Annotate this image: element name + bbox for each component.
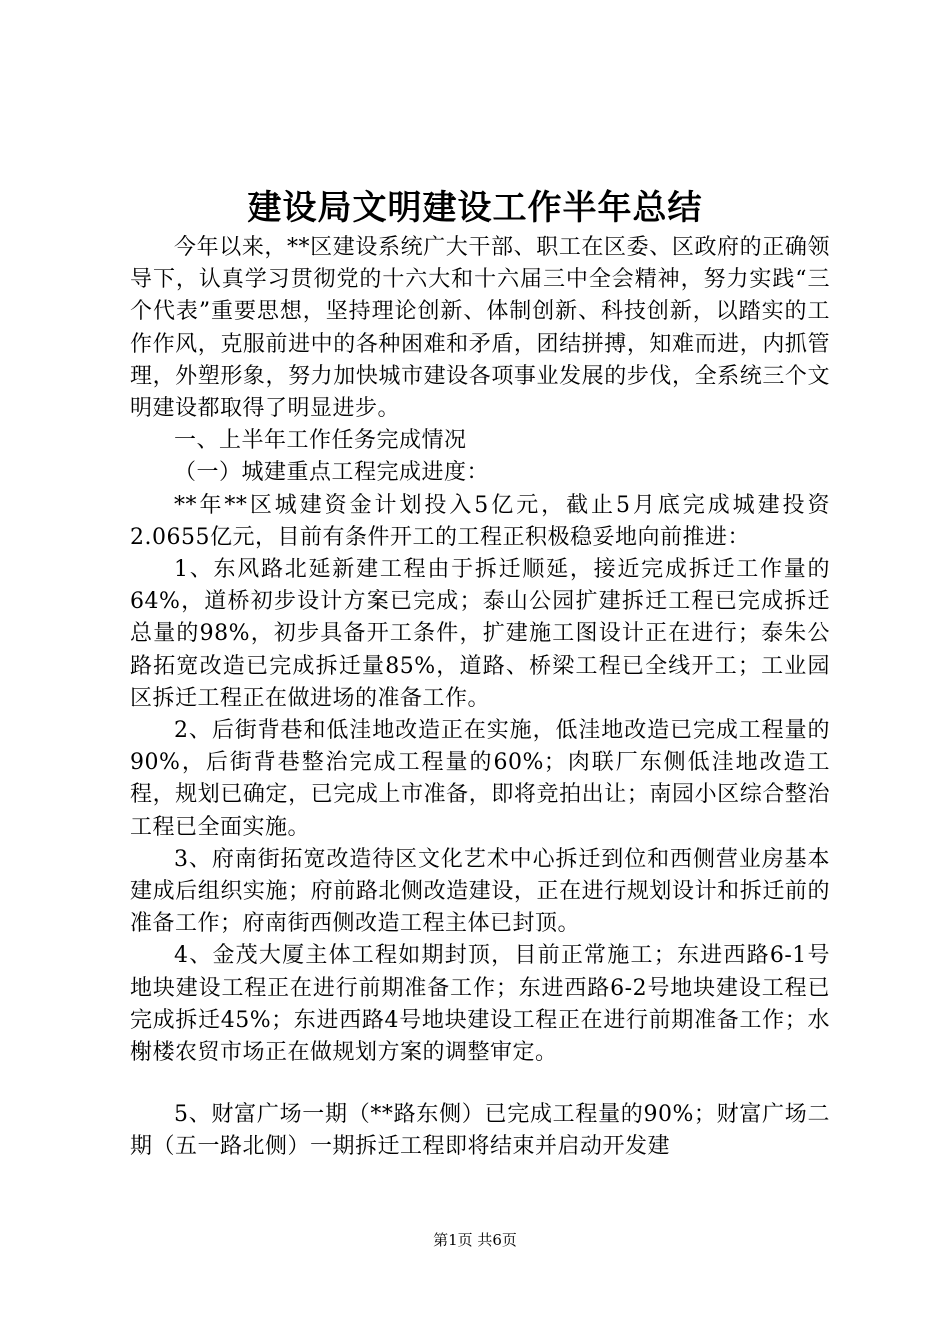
paragraph-investment: **年**区城建资金计划投入5亿元，截止5月底完成城建投资2.0655亿元，目前有条件开工的工程正积极稳妥地向前推进： [130, 492, 830, 550]
paragraph-item-5: 5、财富广场一期（**路东侧）已完成工程量的90%；财富广场二期（五一路北侧）一期拆迁工程即将结束并启动开发建 [130, 1102, 830, 1160]
page-number: 第1页 共6页 [433, 1231, 517, 1249]
paragraph-item-2: 2、后街背巷和低洼地改造正在实施，低洼地改造已完成工程量的90%，后街背巷整治完成工程量的60%；肉联厂东侧低洼地改造工程，规划已确定，已完成上市准备，即将竞拍出让；南园小区综合整治工程已全面实施。 [130, 718, 830, 840]
paragraph-item-1: 1、东风路北延新建工程由于拆迁顺延，接近完成拆迁工作量的64%，道桥初步设计方案已完成；泰山公园扩建拆迁工程已完成拆迁总量的98%，初步具备开工条件，扩建施工图设计正在进行；泰朱公路拓宽改造已完成拆迁量85%，道路、桥梁工程已全线开工；工业园区拆迁工程正在做进场的准备工作。 [130, 557, 830, 711]
paragraph-intro: 今年以来，**区建设系统广大干部、职工在区委、区政府的正确领导下，认真学习贯彻党的十六大和十六届三中全会精神，努力实践“三个代表”重要思想，坚持理论创新、体制创新、科技创新，以踏实的工作作风，克服前进中的各种困难和矛盾，团结拼搏，知难而进，内抓管理，外塑形象，努力加快城市建设各项事业发展的步伐，全系统三个文明建设都取得了明显进步。 [130, 235, 830, 422]
section-heading: 一、上半年工作任务完成情况 [174, 428, 467, 454]
paragraph-item-4: 4、金茂大厦主体工程如期封顶，目前正常施工；东进西路6-1号地块建设工程正在进行前期准备工作；东进西路6-2号地块建设工程已完成拆迁45%；东进西路4号地块建设工程正在进行前期准备工作；水榭楼农贸市场正在做规划方案的调整审定。 [130, 943, 830, 1066]
subsection-heading: （一）城建重点工程完成进度： [174, 460, 490, 486]
paragraph-item-3: 3、府南街拓宽改造待区文化艺术中心拆迁到位和西侧营业房基本建成后组织实施；府前路北侧改造建设，正在进行规划设计和拆迁前的准备工作；府南街西侧改造工程主体已封顶。 [130, 846, 830, 937]
document-title: 建设局文明建设工作半年总结 [247, 188, 703, 228]
document-body [130, 232, 830, 1164]
